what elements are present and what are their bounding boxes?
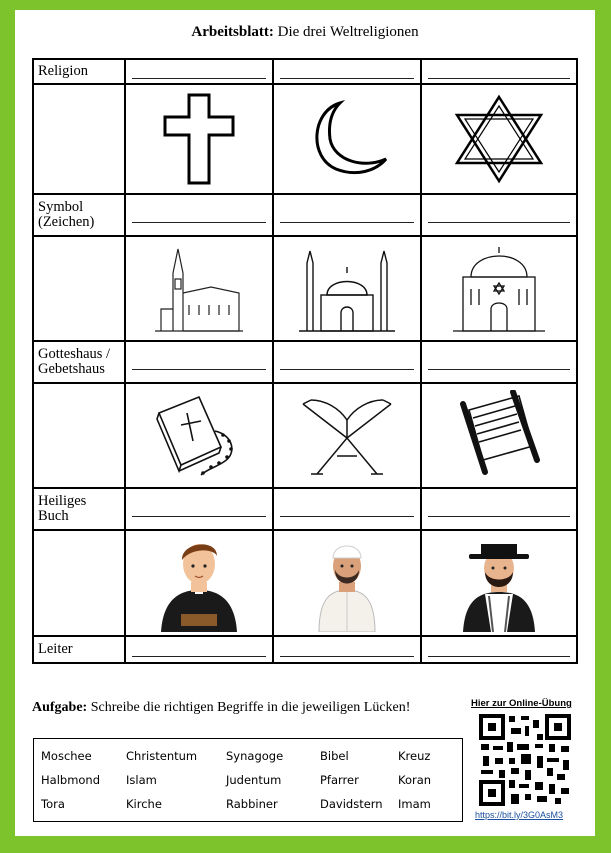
house-label-line1: Gotteshaus / (38, 346, 111, 362)
word-item: Kirche (126, 797, 162, 811)
bible-cell (125, 383, 273, 488)
church-icon (153, 243, 245, 335)
answer-blank[interactable] (273, 488, 421, 530)
word-item: Judentum (226, 773, 282, 787)
answer-blank[interactable] (421, 59, 577, 84)
task-text: Schreibe die richtigen Begriffe in die jeweiligen Lücken! (87, 700, 411, 715)
word-item: Pfarrer (320, 773, 359, 787)
word-item: Moschee (41, 749, 92, 763)
word-bank (33, 738, 463, 822)
qr-heading: Hier zur Online-Übung (471, 698, 572, 709)
word-item: Rabbiner (226, 797, 278, 811)
answer-blank[interactable] (421, 194, 577, 236)
word-item: Imam (398, 797, 431, 811)
symbol-label-line1: Symbol (38, 199, 84, 215)
synagogue-cell (421, 236, 577, 341)
word-item: Koran (398, 773, 432, 787)
torah-cell (421, 383, 577, 488)
religion-table (32, 58, 578, 664)
answer-blank[interactable] (273, 59, 421, 84)
row-label-house (33, 341, 125, 383)
synagogue-icon (449, 243, 549, 335)
torah-scroll-icon (451, 390, 547, 482)
row-label-symbol (33, 194, 125, 236)
title-rest: Die drei Weltreligionen (273, 24, 419, 40)
church-cell (125, 236, 273, 341)
row-label-book (33, 488, 125, 530)
priest-cell (125, 530, 273, 636)
quran-on-stand-icon (297, 394, 397, 478)
empty-cell (33, 236, 125, 341)
mosque-icon (297, 243, 397, 335)
answer-blank[interactable] (125, 194, 273, 236)
answer-blank[interactable] (421, 488, 577, 530)
answer-blank[interactable] (273, 341, 421, 383)
word-item: Tora (41, 797, 65, 811)
answer-blank[interactable] (125, 341, 273, 383)
rabbi-icon (459, 534, 539, 632)
empty-cell (33, 383, 125, 488)
worksheet (15, 10, 595, 836)
word-item: Bibel (320, 749, 349, 763)
book-label-line1: Heiliges (38, 493, 87, 509)
crescent-cell (273, 84, 421, 194)
priest-icon (157, 534, 241, 632)
empty-cell (33, 530, 125, 636)
answer-blank[interactable] (273, 636, 421, 663)
bible-with-rosary-icon (151, 391, 247, 481)
star-of-david-icon (451, 93, 547, 185)
page-title (15, 24, 595, 41)
cross-cell (125, 84, 273, 194)
symbol-label-line2: (Zeichen) (38, 214, 95, 230)
task-instruction (32, 700, 410, 716)
qr-link[interactable]: https://bit.ly/3G0AsM3 (475, 810, 564, 820)
star-cell (421, 84, 577, 194)
latin-cross-icon (159, 91, 239, 187)
book-label-line2: Buch (38, 508, 69, 524)
answer-blank[interactable] (125, 636, 273, 663)
row-label-leader: Leiter (33, 636, 125, 663)
word-item: Synagoge (226, 749, 284, 763)
crescent-moon-icon (302, 99, 392, 179)
answer-blank[interactable] (421, 341, 577, 383)
answer-blank[interactable] (273, 194, 421, 236)
mosque-cell (273, 236, 421, 341)
qr-code-icon[interactable] (477, 712, 573, 808)
word-item: Christentum (126, 749, 198, 763)
word-item: Davidstern (320, 797, 383, 811)
answer-blank[interactable] (125, 488, 273, 530)
imam-icon (311, 534, 383, 632)
answer-blank[interactable] (421, 636, 577, 663)
task-label: Aufgabe: (32, 700, 88, 715)
answer-blank[interactable] (125, 59, 273, 84)
title-bold: Arbeitsblatt: (191, 24, 274, 40)
empty-cell (33, 84, 125, 194)
imam-cell (273, 530, 421, 636)
word-item: Islam (126, 773, 157, 787)
rabbi-cell (421, 530, 577, 636)
row-label-religion: Religion (33, 59, 125, 84)
word-item: Halbmond (41, 773, 101, 787)
word-item: Kreuz (398, 749, 431, 763)
quran-cell (273, 383, 421, 488)
house-label-line2: Gebetshaus (38, 361, 105, 377)
